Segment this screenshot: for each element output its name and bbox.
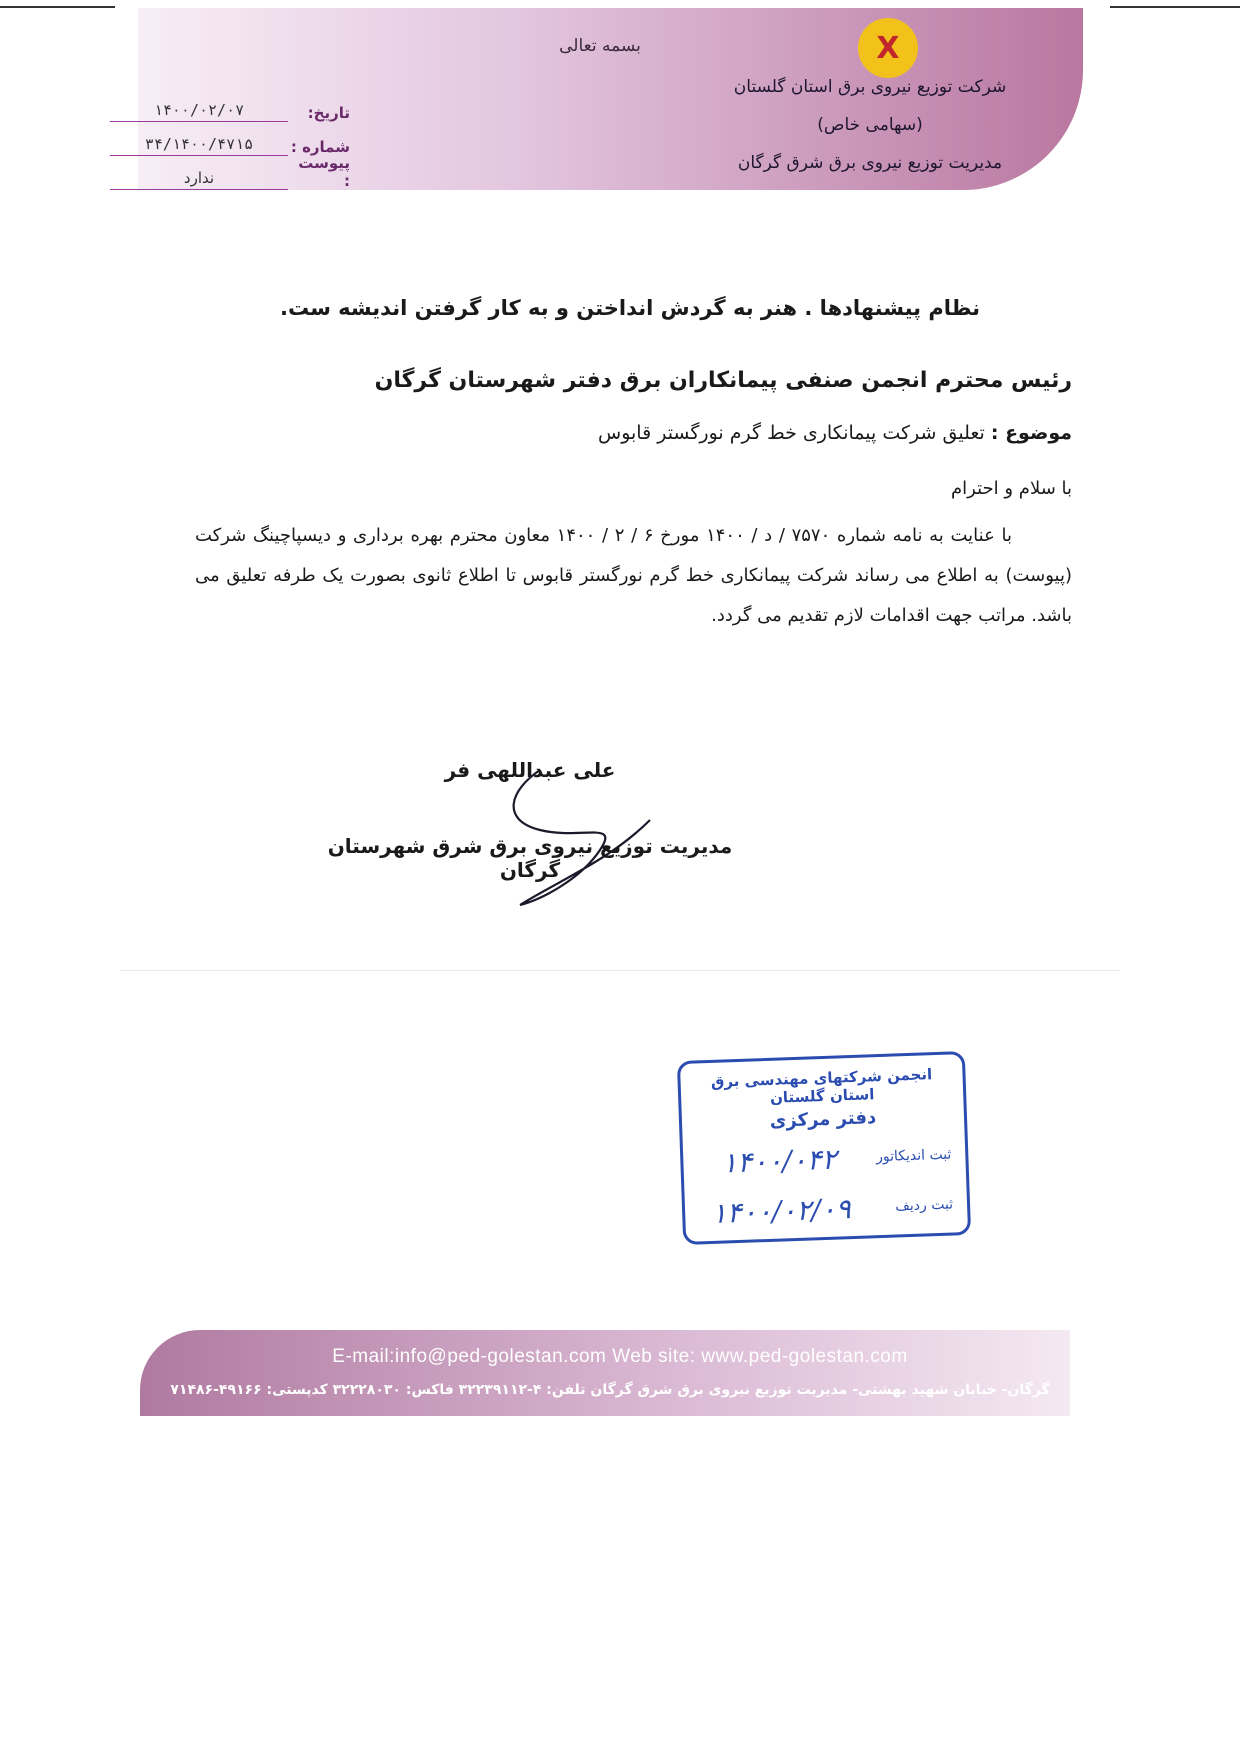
attachment-label: پیوست : — [298, 154, 350, 190]
footer-web-contacts: E-mail:info@ped-golestan.com Web site: www.ped-golestan.com — [332, 1346, 908, 1367]
scan-edge-line — [1110, 6, 1240, 8]
paper-fold-line — [120, 970, 1120, 971]
stamp-row-row — [698, 1184, 953, 1235]
footer-band — [140, 1330, 1070, 1416]
stamp-row-label: ثبت ردیف — [895, 1196, 954, 1215]
company-logo-icon: X — [858, 18, 918, 78]
date-value: ۱۴۰۰/۰۲/۰۷ — [110, 101, 288, 122]
signer-title: مدیریت توزیع نیروی برق شرق شهرستان گرگان — [327, 834, 733, 882]
motto-line: نظام پیشنهادها . هنر به گردش انداختن و به کار گرفتن اندیشه ست. — [280, 296, 980, 320]
signer-name: علی عبداللهی فر — [444, 758, 616, 782]
stamp-office: دفتر مرکزی — [769, 1107, 877, 1132]
company-info — [700, 68, 1040, 182]
number-label: شماره : — [290, 138, 350, 156]
letter-body: با عنایت به نامه شماره ۷۵۷۰ / د / ۱۴۰۰ مورخ ۶ / ۲ / ۱۴۰۰ معاون محترم بهره برداری و دیسپاچینگ شرکت (پیوست) به اطلاع می رساند شرکت پیمانکاری خط گرم نورگستر قابوس تا اطلاع ثانوی بصورت یک طرفه تعلیق می باشد. مراتب جهت اقدامات لازم تقدیم می گردد. — [195, 525, 1072, 626]
meta-attachment — [110, 156, 350, 190]
meta-number — [110, 122, 350, 156]
stamp-indicator-value: ۱۴۰۰/۰۴۲ — [721, 1142, 838, 1180]
bismillah-heading: بسمه تعالی — [559, 36, 641, 56]
stamp-row-value: ۱۴۰۰/۰۲/۰۹ — [711, 1191, 852, 1230]
letter-meta — [110, 88, 350, 190]
date-label: تاریخ: — [307, 104, 350, 122]
registration-stamp — [677, 1051, 971, 1245]
meta-date — [110, 88, 350, 122]
number-value: ۳۴/۱۴۰۰/۴۷۱۵ — [110, 135, 288, 156]
stamp-indicator-label: ثبت اندیکاتور — [875, 1146, 952, 1166]
attachment-value: ندارد — [110, 169, 288, 190]
subject-text: تعلیق شرکت پیمانکاری خط گرم نورگستر قابوس — [598, 422, 985, 444]
subject-line — [420, 422, 1072, 444]
stamp-organization: انجمن شرکتهای مهندسی برق استان گلستان — [710, 1065, 933, 1107]
scan-edge-line — [0, 6, 115, 8]
stamp-indicator-row — [697, 1134, 952, 1185]
footer-address: گرگان- خیابان شهید بهشتی- مدیریت توزیع نیروی برق شرق گرگان تلفن: ۴-۳۲۲۳۹۱۱۲ فاکس: ۳۲۲۲۸۰۳۰ کدپستی: ۴۹۱۶۶-۷۱۴۸۶ — [170, 1382, 1050, 1398]
company-management: مدیریت توزیع نیروی برق شرق گرگان — [737, 153, 1003, 173]
greeting-line: با سلام و احترام — [951, 478, 1072, 499]
company-name: شرکت توزیع نیروی برق استان گلستان — [733, 77, 1007, 97]
recipient-line: رئیس محترم انجمن صنفی پیمانکاران برق دفتر شهرستان گرگان — [374, 368, 1072, 393]
subject-label: موضوع : — [990, 422, 1072, 444]
company-type: (سهامی خاص) — [817, 115, 923, 135]
